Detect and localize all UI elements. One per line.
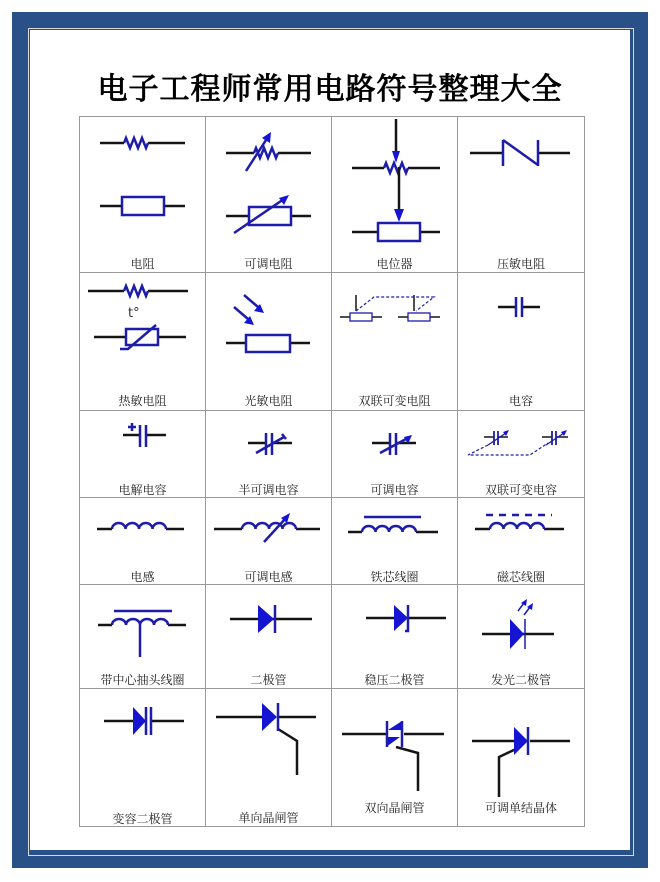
symbol-label: 电阻 (130, 257, 155, 271)
symbol-label: 带中心抽头线圈 (100, 673, 185, 687)
resistor-symbol (80, 117, 206, 273)
symbol-label: 可调电容 (370, 483, 419, 497)
cell-led (458, 585, 585, 689)
cell-electrolytic-capacitor (80, 411, 206, 498)
symbol-label: 热敏电阻 (118, 394, 167, 408)
symbol-label: 发光二极管 (490, 673, 551, 687)
cell-variable-resistor (206, 117, 332, 273)
thermistor-mark: t° (128, 306, 140, 321)
varactor-diode-symbol (80, 689, 206, 827)
symbol-label: 电位器 (376, 257, 413, 271)
cell-thermistor (80, 273, 206, 411)
variable-resistor-symbol (206, 117, 332, 273)
cell-dual-potentiometer (332, 273, 458, 411)
photoresistor-symbol (206, 273, 332, 411)
symbol-table (79, 116, 585, 827)
cell-inductor (80, 498, 206, 585)
cell-dual-variable-capacitor (458, 411, 585, 498)
cell-variable-inductor (206, 498, 332, 585)
cell-triac (332, 689, 458, 827)
symbol-label: 电容 (508, 394, 533, 408)
symbol-label: 可调电阻 (244, 257, 293, 271)
symbol-label: 半可调电容 (238, 483, 299, 497)
symbol-label: 铁芯线圈 (370, 570, 419, 584)
symbol-label: 光敏电阻 (244, 394, 293, 408)
potentiometer-symbol (332, 117, 458, 273)
cell-varistor (458, 117, 585, 273)
cell-iron-core-coil (332, 498, 458, 585)
symbol-label: 压敏电阻 (496, 257, 545, 271)
symbol-label: 双联可变电容 (484, 483, 557, 497)
varistor-symbol (458, 117, 584, 273)
cell-variable-capacitor (332, 411, 458, 498)
symbol-label: 电感 (130, 570, 155, 584)
symbol-label: 可调单结晶体 (484, 801, 557, 815)
symbol-label: 双联可变电阻 (358, 394, 431, 408)
symbol-label: 变容二极管 (112, 812, 173, 826)
symbol-label: 双向晶闸管 (364, 801, 425, 815)
symbol-label: 稳压二极管 (364, 673, 425, 687)
thermistor-symbol (80, 273, 206, 411)
cell-capacitor (458, 273, 585, 411)
capacitor-symbol (458, 273, 584, 411)
cell-ujt (458, 689, 585, 827)
symbol-label: 二极管 (250, 673, 287, 687)
cell-varactor-diode (80, 689, 206, 827)
cell-potentiometer (332, 117, 458, 273)
cell-zener-diode (332, 585, 458, 689)
symbol-label: 单向晶闸管 (238, 811, 299, 825)
cell-magnetic-core-coil (458, 498, 585, 585)
cell-resistor (80, 117, 206, 273)
page-title: 电子工程师常用电路符号整理大全 (97, 72, 563, 107)
cell-photoresistor (206, 273, 332, 411)
scr-symbol (206, 689, 332, 827)
cell-trimmer-capacitor (206, 411, 332, 498)
dual-potentiometer-symbol (332, 273, 458, 411)
cell-scr (206, 689, 332, 827)
cell-diode (206, 585, 332, 689)
symbol-label: 可调电感 (244, 570, 293, 584)
cell-center-tap-coil (80, 585, 206, 689)
symbol-label: 磁芯线圈 (496, 570, 545, 584)
symbol-label: 电解电容 (118, 483, 167, 497)
